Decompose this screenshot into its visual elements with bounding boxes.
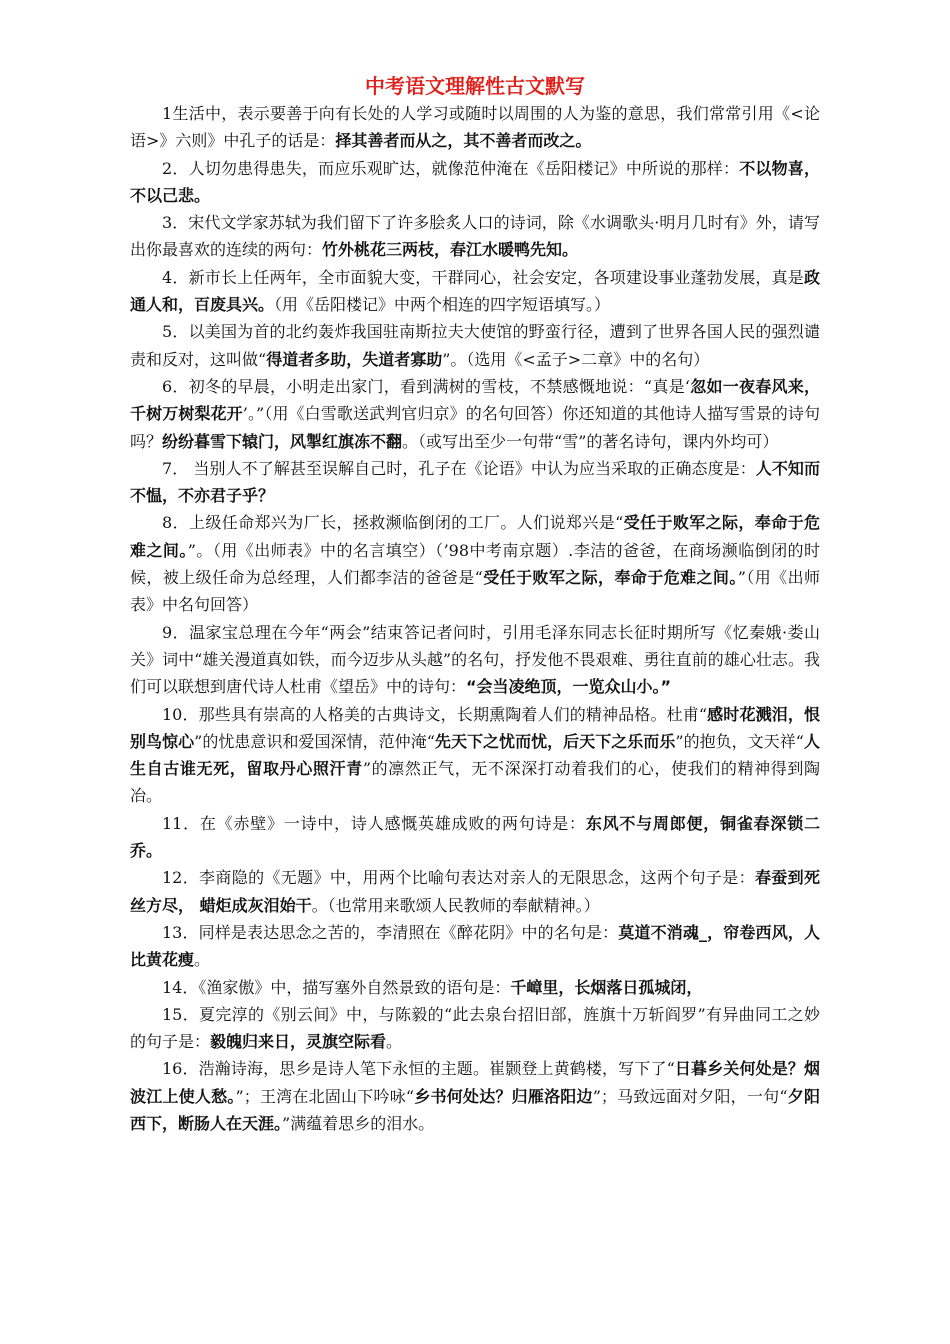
answer-text: 人生自古谁无死，留取丹心照汗青 (130, 731, 820, 779)
question-item (130, 509, 820, 618)
answer-text: 人不知而不愠，不亦君子乎？ (130, 458, 820, 506)
answer-text: “会当凌绝顶，一览众山小。” (466, 677, 672, 697)
question-text: ”。（用《出师表》中的名言填空）（’98中考南京题）.李洁的爸爸，在商场濒临倒闭的时候，被上级任命为总经理，人们都李洁的爸爸是“ (130, 540, 820, 588)
answer-text: 纷纷暮雪下辕门，风掣红旗冻不翻 (162, 431, 403, 451)
question-item (130, 155, 820, 210)
question-item (130, 373, 820, 455)
answer-text: 莫道不消魂_，帘卷西风，人比黄花瘦 (130, 922, 820, 970)
document-page (130, 72, 820, 1137)
question-text: 4．新市长上任两年，全市面貌大变，干群同心，社会安定，各项建设事业蓬勃发展，真是 (162, 267, 804, 287)
answer-text: 择其善者而从之，其不善者而改之。 (335, 131, 592, 151)
question-text: ”（用《出师表》中名句回答） (130, 568, 820, 615)
question-text: 。 (386, 1032, 403, 1052)
question-item (130, 701, 820, 810)
question-text: 。 (194, 950, 211, 970)
answer-text: 政通人和，百废具兴。 (130, 267, 820, 315)
page-title: 中考语文理解性古文默写 (365, 74, 585, 98)
answer-text: 感时花溅泪，恨别鸟惊心 (130, 704, 820, 751)
question-text: 15．夏完淳的《别云间》中，与陈毅的“此去泉台招旧部，旌旗十万斩阎罗”有异曲同工之妙的句子是： (130, 1004, 820, 1052)
answer-text: 日暮乡关何处是？烟波江上使人愁。 (130, 1059, 820, 1106)
question-item (130, 1055, 820, 1137)
question-item (130, 1001, 820, 1056)
question-text: ”；马致远面对夕阳，一句“ (592, 1086, 788, 1106)
question-text: ”；王湾在北固山下吟咏“ (235, 1086, 415, 1106)
question-text: 。（或写出至少一句带“雪”的著名诗句，课内外均可） (402, 431, 779, 451)
question-text: ”的抱负，文天祥“ (675, 731, 804, 751)
answer-text: 毅魄归来日，灵旗空际看 (210, 1032, 387, 1052)
answer-text: 忽如一夜春风来，千树万树梨花开 (130, 376, 820, 424)
question-text: 2．人切勿患得患失，而应乐观旷达，就像范仲淹在《岳阳楼记》中所说的那样： (162, 158, 740, 178)
question-text: ”的凛然正气，无不深深打动着我们的心，使我们的精神得到陶冶。 (130, 759, 820, 806)
question-item (130, 264, 820, 319)
question-text: 3．宋代文学家苏轼为我们留下了许多脍炙人口的诗词，除《水调歌头·明月几时有》外，请写出你最喜欢的连续的两句： (130, 213, 820, 260)
question-item (130, 810, 820, 865)
answer-text: 得道者多助，失道者寡助 (266, 349, 443, 369)
question-text: 13．同样是表达思念之苦的，李清照在《醉花阴》中的名句是： (162, 922, 619, 942)
question-text: 8．上级任命郑兴为厂长，拯救濒临倒闭的工厂。人们说郑兴是“ (162, 513, 624, 533)
question-text: 9．温家宝总理在今年“两会”结束答记者问时，引用毛泽东同志长征时期所写《忆秦娥·娄山关》词中“雄关漫道真如铁，而今迈步从头越”的名句，抒发他不畏艰难、勇往直前的雄心壮志。我们可以联想到唐代诗人杜甫《望岳》中的诗句： (130, 622, 820, 697)
question-item (130, 619, 820, 701)
answer-text: 东风不与周郎便，铜雀春深锁二乔。 (130, 813, 820, 861)
question-item (130, 864, 820, 919)
question-item (130, 974, 820, 1001)
question-item (130, 455, 820, 510)
question-text: 16．浩瀚诗海，思乡是诗人笔下永恒的主题。崔颢登上黄鹤楼，写下了“ (162, 1059, 675, 1079)
answer-text: 受任于败军之际，奉命于危难之间。 (130, 513, 820, 560)
question-text: 1生活中，表示要善于向有长处的人学习或随时以周围的人为鉴的意思，我们常常引用《<论语>》六则》中孔子的话是： (130, 104, 820, 151)
answer-text: 千嶂里，长烟落日孤城闭， (510, 977, 703, 997)
question-item (130, 919, 820, 974)
question-text: ”。（选用《<孟子>二章》中的名句） (442, 349, 710, 369)
question-text: 12．李商隐的《无题》中，用两个比喻句表达对亲人的无限思念，这两个句子是： (162, 868, 755, 888)
question-text: 11．在《赤壁》一诗中，诗人感慨英雄成败的两句诗是： (162, 813, 586, 833)
answer-text: 乡书何处达？归雁洛阳边 (414, 1086, 593, 1106)
question-text: 。（也常用来歌颂人民教师的奉献精神。） (311, 895, 600, 915)
answer-text: 竹外桃花三两枝，春江水暖鸭先知。 (322, 240, 579, 260)
question-text: 5．以美国为首的北约轰炸我国驻南斯拉夫大使馆的野蛮行径，遭到了世界各国人民的强烈谴责和反对，这叫做“ (130, 322, 820, 369)
question-item (130, 318, 820, 373)
question-text: （用《岳阳楼记》中两个相连的四字短语填写。） (274, 295, 611, 315)
question-list (130, 100, 820, 1137)
question-text: ’。”（用《白雪歌送武判官归京》的名句回答）你还知道的其他诗人描写雪景的诗句吗？ (130, 404, 820, 451)
question-text: ”的忧患意识和爱国深情，范仲淹“ (194, 731, 435, 751)
question-text: 14．《渔家傲》中，描写塞外自然景致的语句是： (162, 977, 511, 997)
question-text: 6．初冬的早晨，小明走出家门，看到满树的雪枝，不禁感慨地说：“真是‘ (162, 376, 690, 396)
answer-text: 夕阳西下，断肠人在天涯。 (130, 1086, 820, 1133)
answer-text: 不以物喜，不以己悲。 (130, 158, 820, 205)
answer-text: 先天下之忧而忧，后天下之乐而乐 (434, 731, 676, 751)
question-text: 10．那些具有崇高的人格美的古典诗文，长期熏陶着人们的精神品格。杜甫“ (162, 704, 708, 724)
answer-text: 受任于败军之际，奉命于危难之间。 (482, 568, 738, 588)
answer-text: 春蚕到死丝方尽， 蜡炬成灰泪始干 (130, 868, 820, 915)
question-item (130, 100, 820, 155)
question-text: ”满蕴着思乡的泪水。 (282, 1113, 435, 1133)
question-item (130, 209, 820, 264)
question-text: 7． 当别人不了解甚至误解自己时，孔子在《论语》中认为应当采取的正确态度是： (162, 458, 756, 478)
